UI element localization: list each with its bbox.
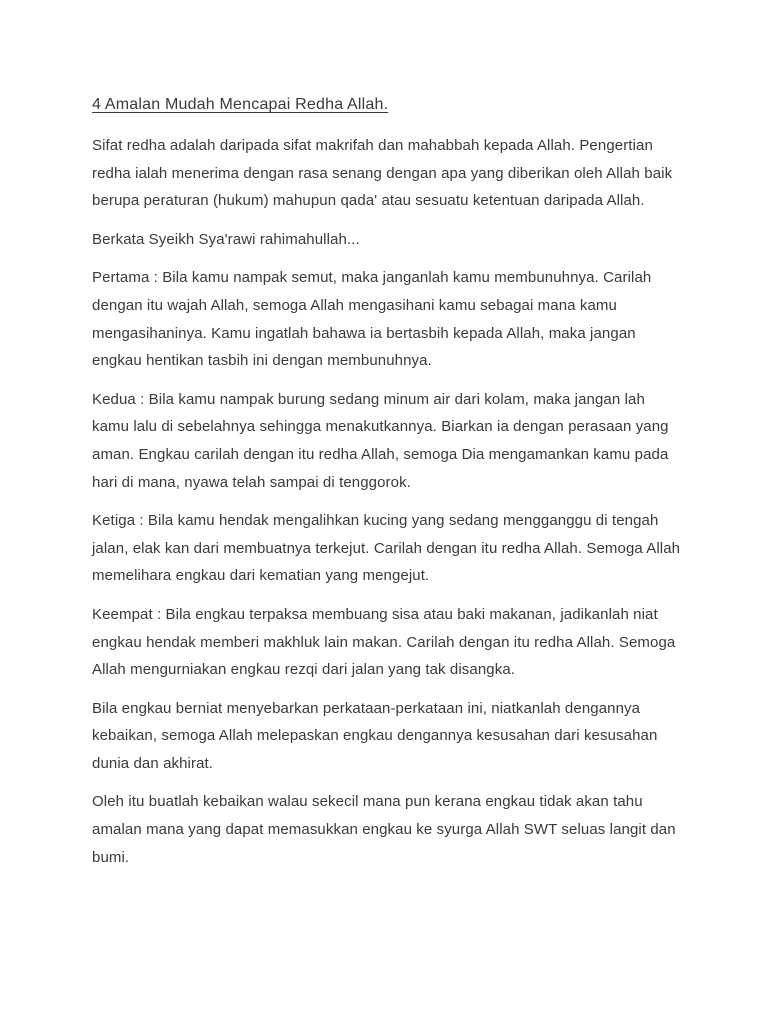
paragraph-kedua: Kedua : Bila kamu nampak burung sedang minum air dari kolam, maka jangan lah kamu lalu di sebelahnya sehingga menakutkannya. Biarkan ia dengan perasaan yang aman. Engkau carilah dengan itu redha Allah, semoga Dia mengamankan kamu pada hari di mana, nyawa telah sampai di tenggorok.: [92, 390, 669, 491]
paragraph-closing: Oleh itu buatlah kebaikan walau sekecil mana pun kerana engkau tidak akan tahu amalan mana yang dapat memasukkan engkau ke syurga Allah SWT seluas langit dan bumi.: [92, 793, 676, 866]
paragraph-pertama: Pertama : Bila kamu nampak semut, maka janganlah kamu membunuhnya. Carilah dengan itu wajah Allah, semoga Allah mengasihani kamu sebagai mana kamu mengasihaninya. Kamu ingatlah bahawa ia bertasbih kepada Allah, maka jangan engkau hentikan tasbih ini dengan membunuhnya.: [92, 269, 652, 370]
paragraph-ketiga: Ketiga : Bila kamu hendak mengalihkan kucing yang sedang mengganggu di tengah jalan, elak kan dari membuatnya terkejut. Carilah dengan itu redha Allah. Semoga Allah memelihara engkau dari kematian yang mengejut.: [92, 512, 681, 585]
paragraph-intro: Sifat redha adalah daripada sifat makrifah dan mahabbah kepada Allah. Pengertian redha ialah menerima dengan rasa senang dengan apa yang diberikan oleh Allah baik berupa peraturan (hukum) mahupun qada' atau sesuatu ketentuan daripada Allah.: [92, 137, 673, 210]
paragraph-quote-attribution: Berkata Syeikh Sya'rawi rahimahullah...: [92, 230, 360, 248]
paragraph-sharing: Bila engkau berniat menyebarkan perkataan-perkataan ini, niatkanlah dengannya kebaikan, semoga Allah melepaskan engkau dengannya kesusahan dari kesusahan dunia dan akhirat.: [92, 699, 658, 772]
document-page: [92, 92, 682, 882]
paragraph-keempat: Keempat : Bila engkau terpaksa membuang sisa atau baki makanan, jadikanlah niat engkau hendak memberi makhluk lain makan. Carilah dengan itu redha Allah. Semoga Allah mengurniakan engkau rezqi dari jalan yang tak disangka.: [92, 605, 676, 679]
document-title: 4 Amalan Mudah Mencapai Redha Allah.: [92, 96, 389, 113]
